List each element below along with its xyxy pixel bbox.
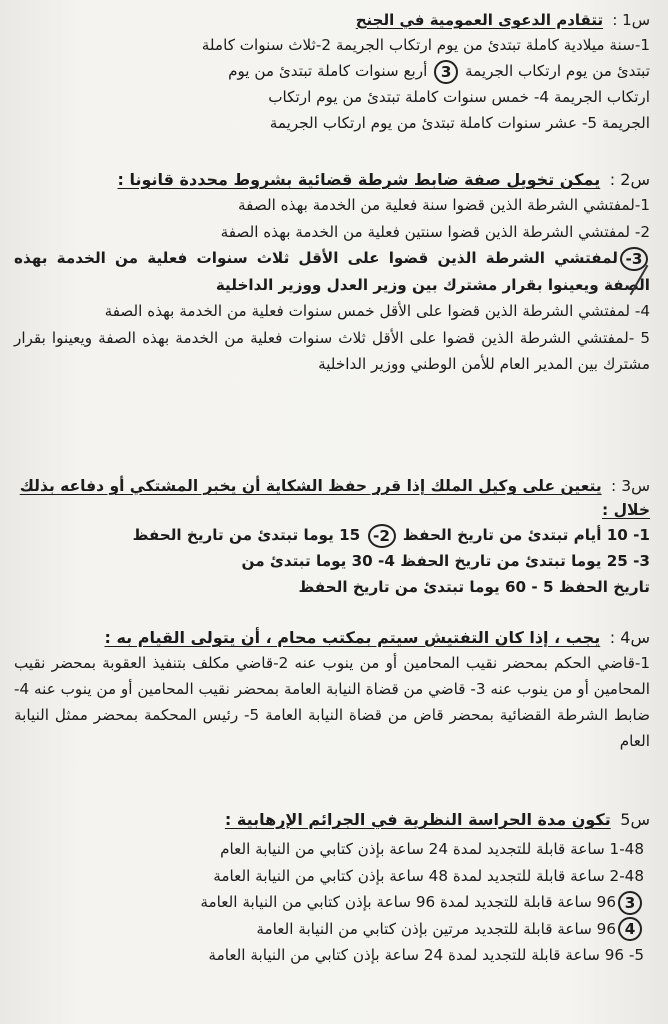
q1-line-2 (14, 58, 650, 84)
q5-option-3-text: 96 ساعة قابلة للتجديد لمدة 96 ساعة بإذن كتابي من النيابة العامة (200, 893, 616, 911)
question-3-number: س3 : (611, 477, 650, 495)
q5-option-5: 5- 96 ساعة قابلة للتجديد لمدة 24 ساعة بإذن كتابي من النيابة العامة (208, 946, 644, 964)
q5-circled-4: 4 (618, 917, 642, 941)
q3-option-1: 1- 10 أيام تبتدئ من تاريخ الحفظ (402, 526, 650, 544)
question-4-options: 1-قاضي الحكم بمحضر نقيب المحامين أو من ينوب عنه 2-قاضي مكلف بتنفيذ العقوبة بمحضر نقيب المحامين أو من ينوب عنه 3- قاضي من قضاة النيابة العامة بمحضر نقيب المحامين أو من ينوب عنه 4- ضابط الشرطة القضائية بمحضر قاض من قضاة النيابة العامة 5- رئيس المحكمة بمحضر ممثل النيابة العام (14, 654, 651, 750)
q3-option-2: 15 يوما تبتدئ من تاريخ الحفظ (132, 526, 361, 544)
q2-option-2: 2- لمفتشي الشرطة الذين قضوا سنتين فعلية من الخدمة بهذه الصفة (220, 222, 650, 241)
question-1-header (14, 8, 650, 32)
q3-circled-answer: 2- (368, 524, 396, 548)
q5-option-4 (14, 916, 644, 943)
q5-option-3 (14, 889, 644, 916)
question-2-header (14, 168, 650, 192)
question-5 (14, 808, 650, 969)
question-1-number: س1 : (612, 11, 650, 29)
question-2-number: س2 : (609, 170, 650, 189)
question-1-title: تتقادم الدعوى العمومية في الجنح (355, 11, 604, 29)
question-3 (14, 474, 650, 626)
q2-option-5: 5 -لمفتشي الشرطة الذين قضوا على الأقل ثلاث سنوات فعلية من الخدمة بهذه الصفة ويعينوا بقرار مشترك بين المدير العام للأمن الوطني ووزير الداخلية (14, 328, 650, 373)
q5-option-1: 1-48 ساعة قابلة للتجديد لمدة 24 ساعة بإذن كتابي من النيابة العام (220, 840, 644, 858)
q2-option-3-text: لمفتشي الشرطة الذين قضوا على الأقل ثلاث سنوات فعلية من الخدمة بهذه الصفة ويعينوا بقرار مشترك بين وزير العدل ووزير الداخلية (14, 249, 650, 294)
question-2-options (14, 192, 650, 378)
question-4-header (14, 626, 650, 650)
q2-circled-answer: 3- (620, 247, 648, 271)
question-5-title: تكون مدة الحراسة النظرية في الجرائم الإرهابية : (224, 810, 611, 829)
question-2 (14, 168, 650, 474)
q2-option-1: 1-لمفتشي الشرطة الذين قضوا سنة فعلية من الخدمة بهذه الصفة (238, 196, 650, 214)
question-2-title: يمكن تخويل صفة ضابط شرطة قضائية بشروط محددة قانونا : (117, 170, 601, 189)
question-1 (14, 8, 650, 168)
q2-option-4: 4- لمفتشي الشرطة الذين قضوا على الأقل خمس سنوات فعلية من الخدمة بهذه الصفة (104, 302, 650, 320)
question-4-number: س4 : (609, 628, 650, 647)
q1-circled-answer: 3 (434, 60, 458, 84)
q2-option-3 (14, 245, 650, 298)
question-4 (14, 626, 650, 808)
question-1-options (14, 32, 650, 136)
question-5-number: س5 (620, 810, 650, 829)
q5-option-2: 2-48 ساعة قابلة للتجديد لمدة 48 ساعة بإذن كتابي من النيابة العامة (213, 866, 644, 885)
q5-circled-3: 3 (618, 891, 642, 915)
q1-line-2-start: تبتدئ من يوم ارتكاب الجريمة (464, 62, 650, 80)
q1-line-4: الجريمة 5- عشر سنوات كاملة تبتدئ من يوم ارتكاب الجريمة (269, 114, 650, 132)
q1-line-2-end: أربع سنوات كاملة تبتدئ من يوم (228, 62, 428, 80)
question-4-title: يجب ، إذا كان التفتيش سيتم بمكتب محام ، أن يتولى القيام به : (104, 628, 601, 647)
q3-line-2: 3- 25 يوما تبتدئ من تاريخ الحفظ 4- 30 يوما تبتدئ من (241, 552, 650, 570)
q3-line-1 (14, 522, 650, 548)
q1-line-3: ارتكاب الجريمة 4- خمس سنوات كاملة تبتدئ من يوم ارتكاب (268, 88, 650, 106)
question-5-options (14, 836, 650, 969)
question-5-header (14, 808, 650, 832)
q5-option-4-text: 96 ساعة قابلة للتجديد مرتين بإذن كتابي من النيابة العامة (256, 919, 616, 938)
question-3-header (14, 474, 650, 522)
question-3-options (14, 522, 650, 600)
q1-line-1: 1-سنة ميلادية كاملة تبتدئ من يوم ارتكاب الجريمة 2-ثلاث سنوات كاملة (201, 36, 650, 54)
question-3-title: يتعين على وكيل الملك إذا قرر حفظ الشكاية أن يخبر المشتكي أو دفاعه بذلك خلال : (19, 477, 650, 519)
q3-line-3: تاريخ الحفظ 5 - 60 يوما تبتدئ من تاريخ الحفظ (298, 578, 650, 596)
